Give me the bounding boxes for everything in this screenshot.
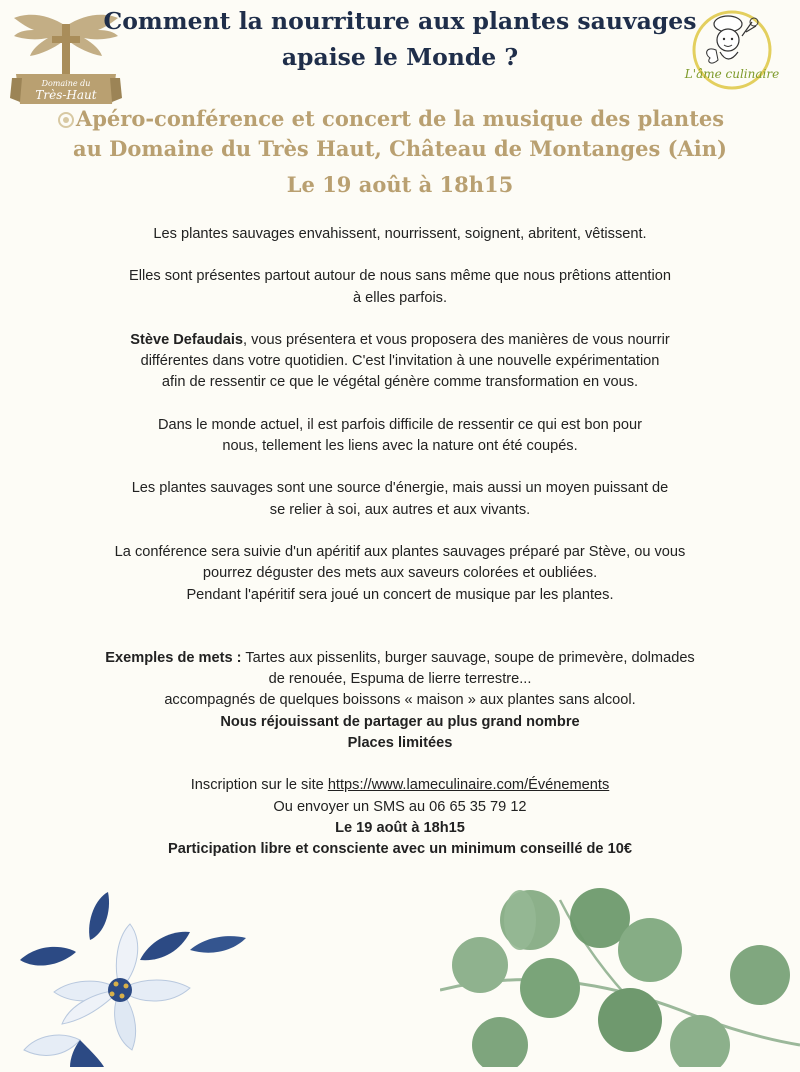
body-text (40, 224, 760, 861)
para-3-line3: afin de ressentir ce que le végétal génère comme transformation en vous. (161, 374, 639, 391)
logo-right-text: L'âme culinaire (684, 67, 780, 81)
date-repeat-line (40, 818, 760, 839)
para-5-line2: se relier à soi, aux autres et aux vivants. (269, 501, 531, 518)
para-4-line1: Dans le monde actuel, il est parfois difficile de ressentir ce qui est bon pour (157, 416, 643, 433)
eucalyptus-icon (440, 880, 800, 1067)
participation-line (40, 839, 760, 860)
para-3-rest: , vous présentera et vous proposera des manières de vous nourrir (243, 331, 670, 348)
blue-flower-decoration (0, 880, 270, 1067)
blue-flower-icon (0, 880, 270, 1067)
share-line (40, 712, 760, 733)
examples-text: Tartes aux pissenlits, burger sauvage, soupe de primevère, dolmades (241, 649, 695, 666)
examples-line3: accompagnés de quelques boissons « maison » aux plantes sans alcool. (164, 692, 636, 709)
places-line (40, 733, 760, 754)
para-4-line2: nous, tellement les liens avec la nature ont été coupés. (222, 438, 578, 455)
examples-line2: de renouée, Espuma de lierre terrestre... (268, 671, 532, 688)
para-6-line2: pourrez déguster des mets aux saveurs colorées et oubliées. (202, 565, 598, 582)
page-title-line2: apaise le Monde ? (281, 43, 519, 71)
places-text: Places limitées (347, 735, 453, 752)
para-2-line1: Elles sont présentes partout autour de nous sans même que nous prêtions attention (129, 268, 671, 285)
share-text: Nous réjouissant de partager au plus grand nombre (220, 713, 580, 730)
para-2-line2: à elles parfois. (352, 289, 448, 306)
eucalyptus-decoration (440, 880, 800, 1067)
inscription-prefix: Inscription sur le site (190, 777, 328, 794)
subtitle-line2: au Domaine du Très Haut, Château de Montanges (Ain) (73, 136, 727, 161)
website-link[interactable]: https://www.lameculinaire.com/Événements (327, 777, 610, 794)
para-6-line3: Pendant l'apéritif sera joué un concert de musique par les plantes. (186, 586, 614, 603)
page-title-line1: Comment la nourriture aux plantes sauvages (103, 7, 697, 35)
logo-left-line2: Très-Haut (35, 88, 97, 102)
para-3-line2: différentes dans votre quotidien. C'est l'invitation à une nouvelle expérimentation (140, 353, 660, 370)
speaker-name: Stève Defaudais (130, 331, 244, 348)
sms-line: Ou envoyer un SMS au 06 65 35 79 12 (273, 798, 527, 815)
para-3-line1 (40, 330, 760, 351)
examples-label: Exemples de mets : (105, 649, 242, 666)
logo-left-line1: Domaine du (41, 79, 91, 88)
examples-line1 (40, 648, 760, 669)
para-1: Les plantes sauvages envahissent, nourrissent, soignent, abritent, vêtissent. (153, 226, 647, 242)
subtitle-line1: Apéro-conférence et concert de la musique des plantes (75, 106, 725, 131)
para-5-line1: Les plantes sauvages sont une source d'énergie, mais aussi un moyen puissant de (131, 480, 669, 497)
date-repeat-text: Le 19 août à 18h15 (335, 819, 465, 836)
para-6-line1: La conférence sera suivie d'un apéritif aux plantes sauvages préparé par Stève, ou vous (114, 543, 686, 560)
event-date: Le 19 août à 18h15 (286, 172, 514, 197)
inscription-line (40, 775, 760, 796)
participation-text: Participation libre et consciente avec un minimum conseillé de 10€ (168, 841, 632, 858)
